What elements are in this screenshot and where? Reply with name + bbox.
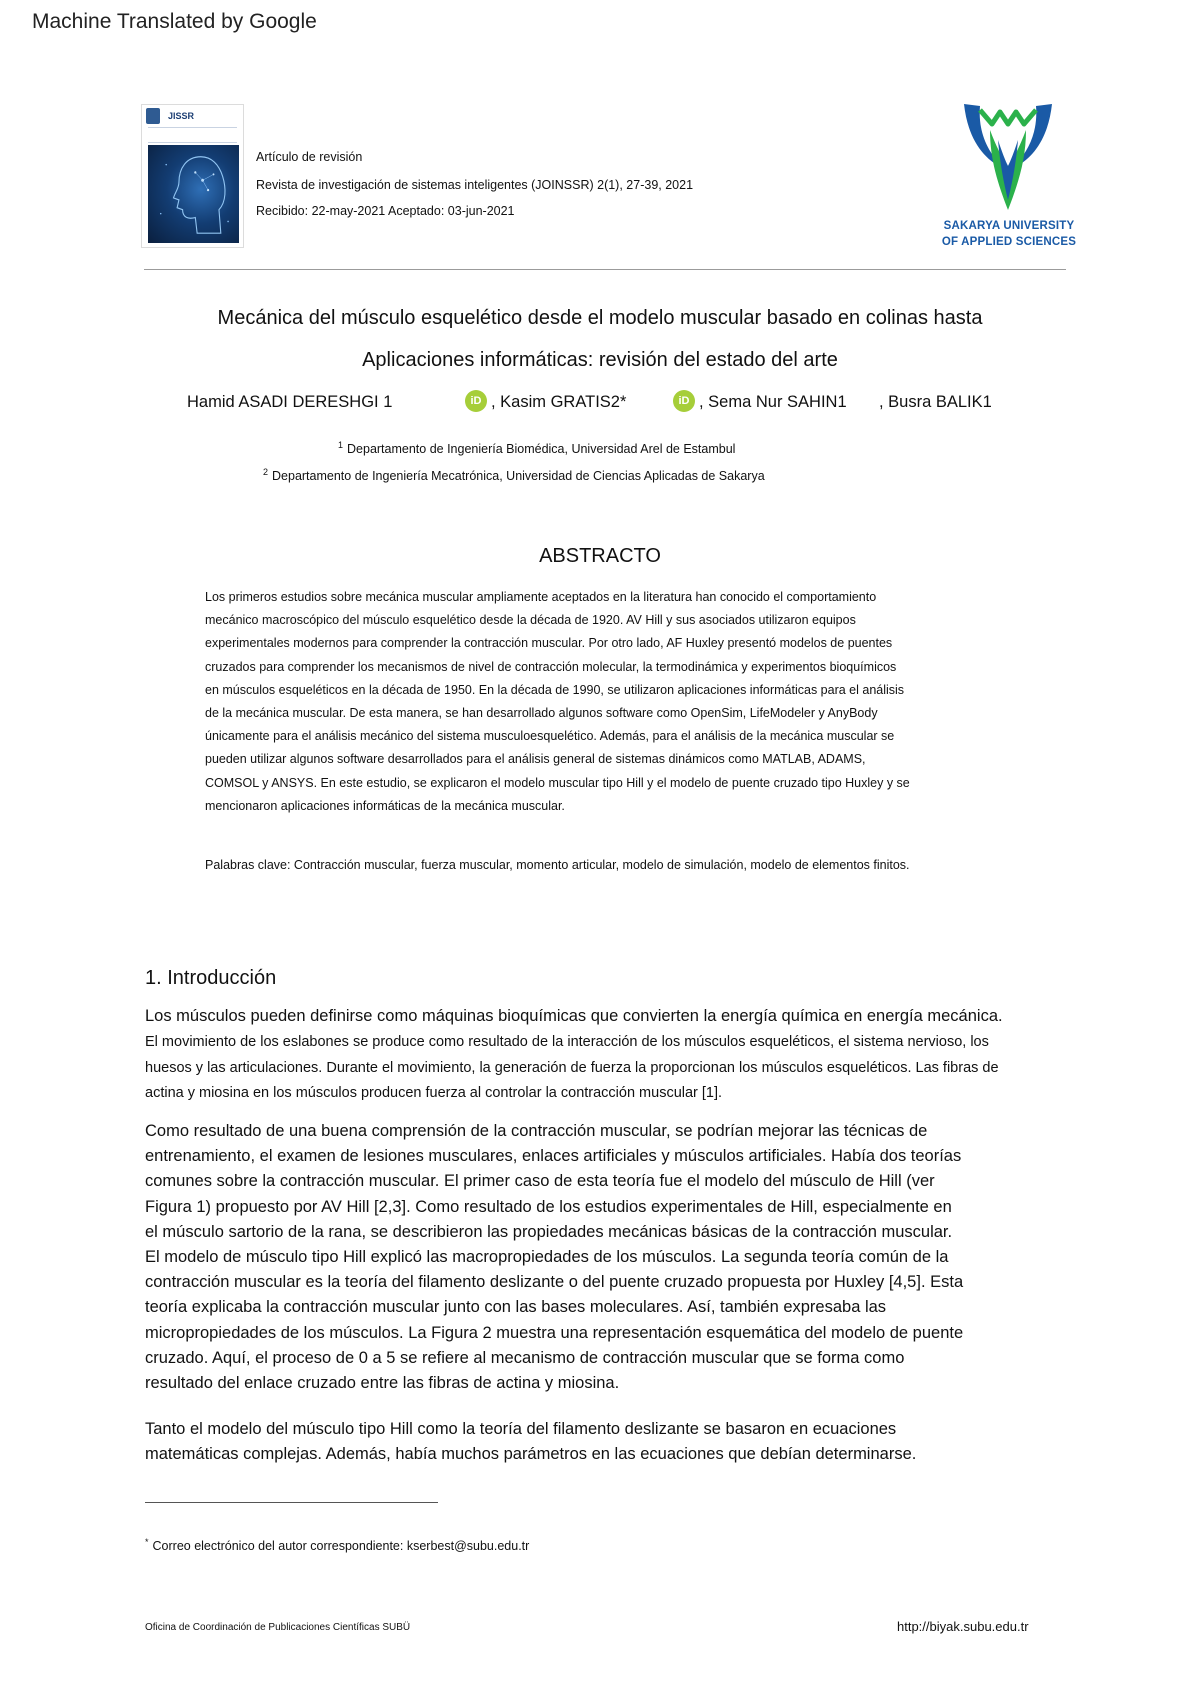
footer-url[interactable]: http://biyak.subu.edu.tr xyxy=(897,1619,1029,1634)
header-divider xyxy=(144,269,1066,270)
orcid-icon[interactable]: iD xyxy=(673,390,695,412)
intro-paragraph-2: Como resultado de una buena comprensión de la contracción muscular, se podrían mejorar las técnicas de entrenamiento, el examen de lesiones musculares, enlaces artificiales y músculos artificiales. Había dos teorías comunes sobre la contracción muscular. El primer caso de esta teoría fue el modelo del músculo de Hill (ver Figura 1) propuesto por AV Hill [2,3]. Como resultado de los estudios experimentales de Hill, especialmente en el músculo sartorio de la rana, se describieron las propiedades mecánicas básicas de la contracción muscular. El modelo de músculo tipo Hill explicó las macropropiedades de los músculos. La segunda teoría común de la contracción muscular es la teoría del filamento deslizante o del puente cruzado propuesta por Huxley [4,5]. Esta teoría explicaba la contracción muscular junto con las bases moleculares. Así, también expresaba las micropropiedades de los músculos. La Figura 2 muestra una representación esquemática del modelo de puente cruzado. Aquí, el proceso de 0 a 5 se refiere al mecanismo de contracción muscular que se forma como resultado del enlace cruzado entre las fibras de actina y miosina. xyxy=(145,1122,964,1393)
affiliation-2: $^2$ Departamento de Ingeniería Mecatrónica, Universidad de Ciencias Aplicadas de Sakarya xyxy=(263,467,765,484)
journal-cover-image xyxy=(141,104,244,248)
footer-office: Oficina de Coordinación de Publicaciones Científicas SUBÜ xyxy=(145,1622,411,1633)
journal-cover-code: JISSR xyxy=(168,111,195,121)
orcid-icon[interactable]: iD xyxy=(465,390,487,412)
author-4: , Busra BALIK1 xyxy=(879,393,992,411)
author-1: Hamid ASADI DERESHGI 1 xyxy=(187,393,393,411)
keywords: Palabras clave: Contracción muscular, fuerza muscular, momento articular, modelo de simulación, modelo de elementos finitos. xyxy=(205,858,910,872)
footnote-divider xyxy=(145,1502,438,1503)
article-dates: Recibido: 22-may-2021 Aceptado: 03-jun-2021 xyxy=(256,204,515,218)
section-heading-introduction: 1. Introducción xyxy=(145,967,277,989)
intro-paragraph-1-lead: Los músculos pueden definirse como máquinas bioquímicas que convierten la energía química en energía mecánica. xyxy=(145,1007,1003,1025)
journal-citation: Revista de investigación de sistemas inteligentes (JOINSSR) 2(1), 27-39, 2021 xyxy=(256,178,694,192)
paper-title-line2: Aplicaciones informáticas: revisión del estado del arte xyxy=(362,349,838,371)
abstract-body: Los primeros estudios sobre mecánica muscular ampliamente aceptados en la literatura han conocido el comportamiento mecánico macroscópico del músculo esquelético desde la década de 1920. AV Hill y sus asociados utilizaron equipos experimentales modernos para comprender la contracción muscular. Por otro lado, AF Huxley presentó modelos de puentes cruzados para comprender los mecanismos de nivel de contracción molecular, la termodinámica y experimentos bioquímicos en músculos esqueléticos en la década de 1950. En la década de 1990, se utilizaron aplicaciones informáticas para el análisis de la mecánica muscular. De esta manera, se han desarrollado algunos software como OpenSim, LifeModeler y AnyBody únicamente para el análisis mecánico del sistema musculoesquelético. Además, para el análisis de la mecánica muscular se pueden utilizar algunos software desarrollados para el análisis general de sistemas dinámicos como MATLAB, ADAMS, COMSOL y ANSYS. En este estudio, se explicaron el modelo muscular tipo Hill y el modelo de puente cruzado tipo Huxley y se mencionaron aplicaciones informáticas de la mecánica muscular. xyxy=(205,590,910,813)
affiliation-1: $^1$ Departamento de Ingeniería Biomédica, Universidad Arel de Estambul xyxy=(338,440,736,457)
machine-translation-banner: Machine Translated by Google xyxy=(32,10,317,33)
abstract-heading: ABSTRACTO xyxy=(539,545,661,567)
footnote: * Correo electrónico del autor correspondiente: kserbest@subu.edu.tr xyxy=(145,1537,530,1554)
author-2: , Kasim GRATIS2* xyxy=(491,393,627,411)
intro-paragraph-3: Tanto el modelo del músculo tipo Hill como la teoría del filamento deslizante se basaron en ecuaciones matemáticas complejas. Además, había muchos parámetros en las ecuaciones que debían determinarse. xyxy=(145,1420,917,1464)
intro-paragraph-1: El movimiento de los eslabones se produce como resultado de la interacción de los músculos esqueléticos, el sistema nervioso, los huesos y las articulaciones. Durante el movimiento, la generación de fuerza la proporcionan los músculos esqueléticos. Las fibras de actina y miosina en los músculos producen fuerza al controlar la contracción muscular [1]. xyxy=(145,1034,999,1101)
university-name-line2: OF APPLIED SCIENCES xyxy=(941,236,1077,248)
university-name-line1: SAKARYA UNIVERSITY xyxy=(943,220,1075,232)
author-3: , Sema Nur SAHIN1 xyxy=(699,393,847,411)
journal-seal-icon xyxy=(146,108,160,124)
article-type: Artículo de revisión xyxy=(256,150,363,164)
ai-head-illustration xyxy=(148,145,239,243)
paper-title-line1: Mecánica del músculo esquelético desde el modelo muscular basado en colinas hasta xyxy=(217,307,983,329)
